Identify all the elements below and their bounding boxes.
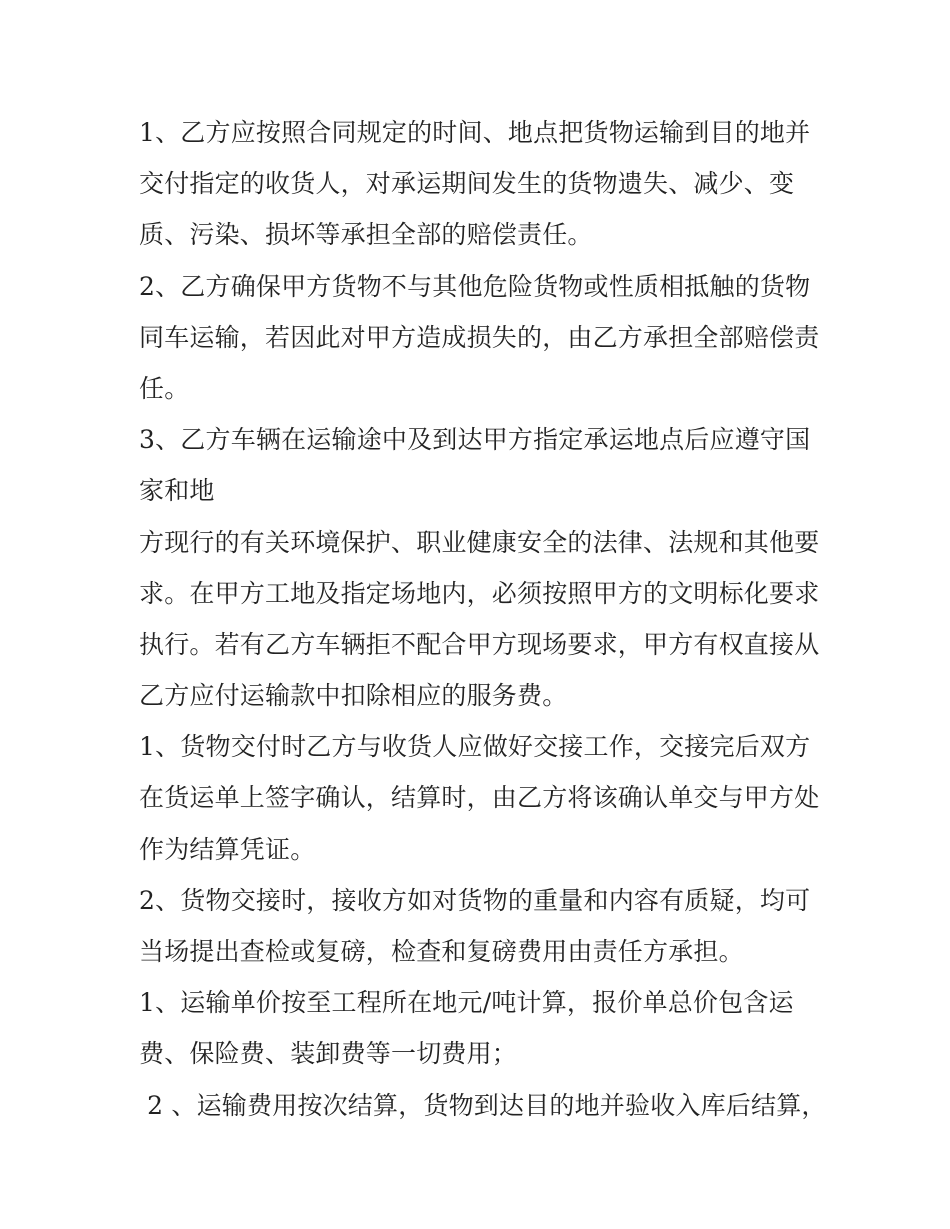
text-line: 求。在甲方工地及指定场地内，必须按照甲方的文明标化要求	[139, 578, 820, 608]
text-line: 3、乙方车辆在运输途中及到达甲方指定承运地点后应遵守国	[139, 425, 811, 455]
text-line: 1、货物交付时乙方与收货人应做好交接工作，交接完后双方	[139, 732, 811, 762]
text-line: 交付指定的收货人，对承运期间发生的货物遗失、减少、变	[139, 169, 795, 199]
text-line: 在货运单上签字确认，结算时，由乙方将该确认单交与甲方处	[139, 783, 820, 813]
text-line: 乙方应付运输款中扣除相应的服务费。	[139, 681, 568, 711]
text-line: 同车运输，若因此对甲方造成损失的，由乙方承担全部赔偿责	[139, 322, 820, 352]
text-line: 作为结算凭证。	[139, 834, 316, 864]
text-line: 方现行的有关环境保护、职业健康安全的法律、法规和其他要	[139, 527, 820, 557]
text-line: 2、乙方确保甲方货物不与其他危险货物或性质相抵触的货物	[139, 271, 811, 301]
text-line: 费、保险费、装卸费等一切费用；	[139, 1039, 518, 1069]
text-line: 2、货物交接时，接收方如对货物的重量和内容有质疑，均可	[139, 885, 811, 915]
text-line: 任。	[139, 373, 190, 403]
text-line: 质、污染、损坏等承担全部的赔偿责任。	[139, 220, 593, 250]
document-body	[139, 107, 829, 1131]
text-line: 当场提出查检或复磅，检查和复磅费用由责任方承担。	[139, 937, 744, 966]
text-line: 2 、运输费用按次结算，货物到达目的地并验收入库后结算，	[139, 1090, 827, 1120]
text-line: 1、乙方应按照合同规定的时间、地点把货物运输到目的地并	[139, 118, 811, 147]
text-line: 1、运输单价按至工程所在地元/吨计算，报价单总价包含运	[139, 988, 794, 1018]
text-line: 执行。若有乙方车辆拒不配合甲方现场要求，甲方有权直接从	[139, 629, 820, 659]
text-line: 家和地	[139, 476, 215, 506]
